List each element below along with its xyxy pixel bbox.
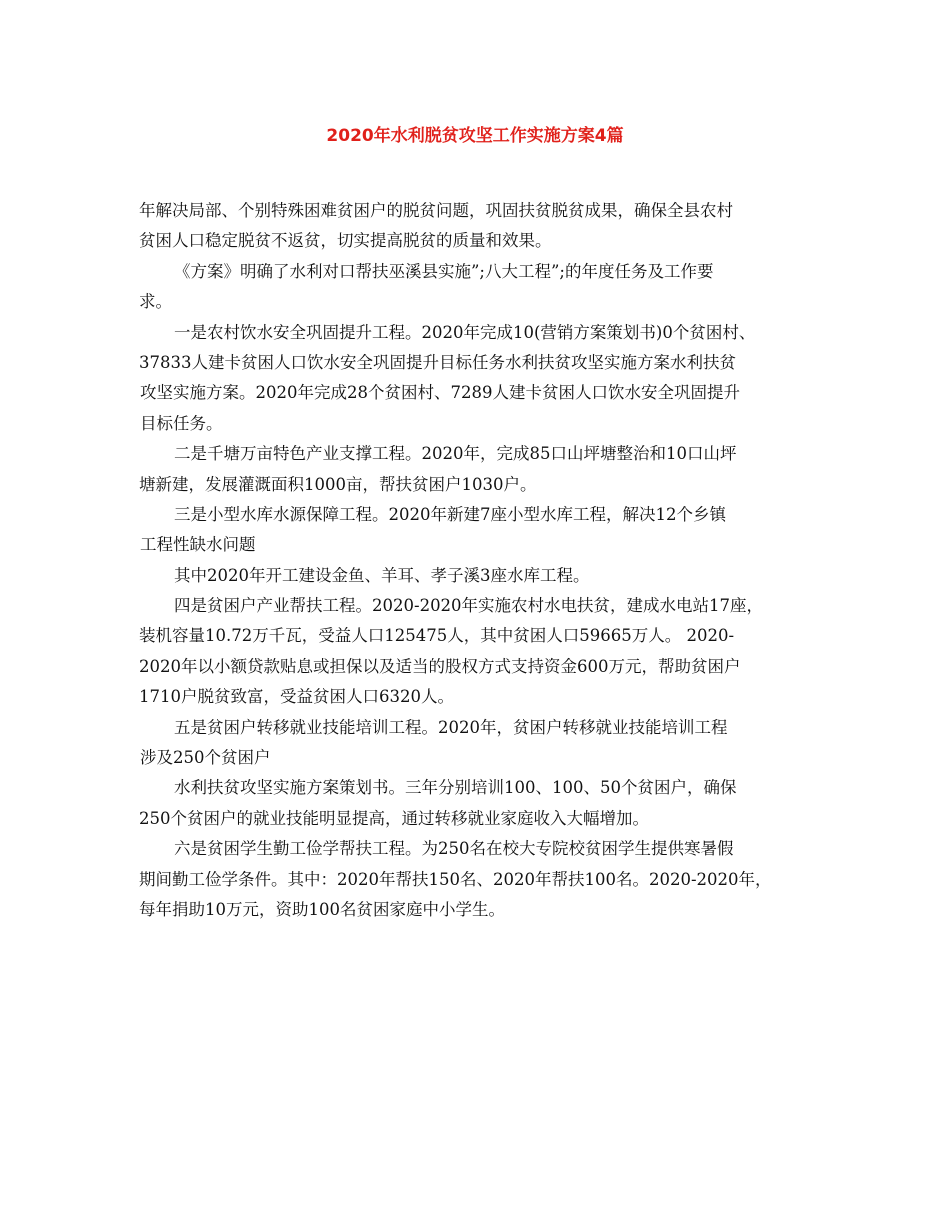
text-line: 装机容量10.72万千瓦，受益人口125475人，其中贫困人口59665万人。 2020- [139, 626, 735, 646]
paragraph [139, 439, 815, 500]
text-line: 其中2020年开工建设金鱼、羊耳、孝子溪3座水库工程。 [174, 565, 590, 585]
text-line: 求。 [139, 292, 172, 312]
document-title: 2020年水利脱贫攻坚工作实施方案4篇 [326, 126, 624, 146]
paragraph [139, 500, 815, 561]
paragraph [139, 318, 815, 440]
paragraph [139, 561, 815, 591]
text-line: 工程性缺水问题 [140, 535, 256, 555]
text-line: 贫困人口稳定脱贫不返贫，切实提高脱贫的质量和效果。 [139, 231, 552, 251]
text-line: 《方案》明确了水利对口帮扶巫溪县实施”;八大工程”;的年度任务及工作要 [174, 261, 714, 281]
text-line: 水利扶贫攻坚实施方案策划书。三年分别培训100、100、50个贫困户，确保 [174, 778, 737, 798]
text-line: 涉及250个贫困户 [140, 748, 271, 768]
text-line: 2020年以小额贷款贴息或担保以及适当的股权方式支持资金600万元，帮助贫困户 [139, 656, 741, 676]
text-line: 250个贫困户的就业技能明显提高，通过转移就业家庭收入大幅增加。 [139, 808, 649, 828]
text-line: 六是贫困学生勤工俭学帮扶工程。为250名在校大专院校贫困学生提供寒暑假 [174, 839, 734, 859]
paragraph [139, 591, 815, 713]
paragraph [139, 257, 815, 318]
paragraph [139, 834, 815, 925]
text-line: 四是贫困户产业帮扶工程。2020-2020年实施农村水电扶贫，建成水电站17座， [174, 596, 764, 616]
text-line: 每年捐助10万元，资助100名贫困家庭中小学生。 [139, 899, 505, 919]
text-line: 年解决局部、个别特殊困难贫困户的脱贫问题，巩固扶贫脱贫成果，确保全县农村 [139, 201, 733, 220]
text-line: 目标任务。 [140, 413, 223, 433]
text-line: 五是贫困户转移就业技能培训工程。2020年，贫困户转移就业技能培训工程 [174, 717, 728, 737]
text-line: 三是小型水库水源保障工程。2020年新建7座小型水库工程，解决12个乡镇 [174, 504, 726, 524]
paragraph [139, 773, 815, 834]
text-line: 37833人建卡贫困人口饮水安全巩固提升目标任务水利扶贫攻坚实施方案水利扶贫 [139, 352, 736, 372]
paragraph [139, 713, 815, 774]
text-line: 二是千塘万亩特色产业支撑工程。2020年，完成85口山坪塘整治和10口山坪 [174, 444, 737, 464]
paragraph [139, 196, 815, 257]
document-body [139, 196, 815, 925]
text-line: 攻坚实施方案。2020年完成28个贫困村、7289人建卡贫困人口饮水安全巩固提升 [140, 383, 740, 403]
text-line: 1710户脱贫致富，受益贫困人口6320人。 [139, 687, 454, 707]
text-line: 一是农村饮水安全巩固提升工程。2020年完成10(营销方案策划书)0个贫困村、 [174, 322, 756, 342]
text-line: 塘新建，发展灌溉面积1000亩，帮扶贫困户1030户。 [139, 474, 537, 494]
text-line: 期间勤工俭学条件。其中：2020年帮扶150名、2020年帮扶100名。2020-2020年， [139, 869, 772, 889]
